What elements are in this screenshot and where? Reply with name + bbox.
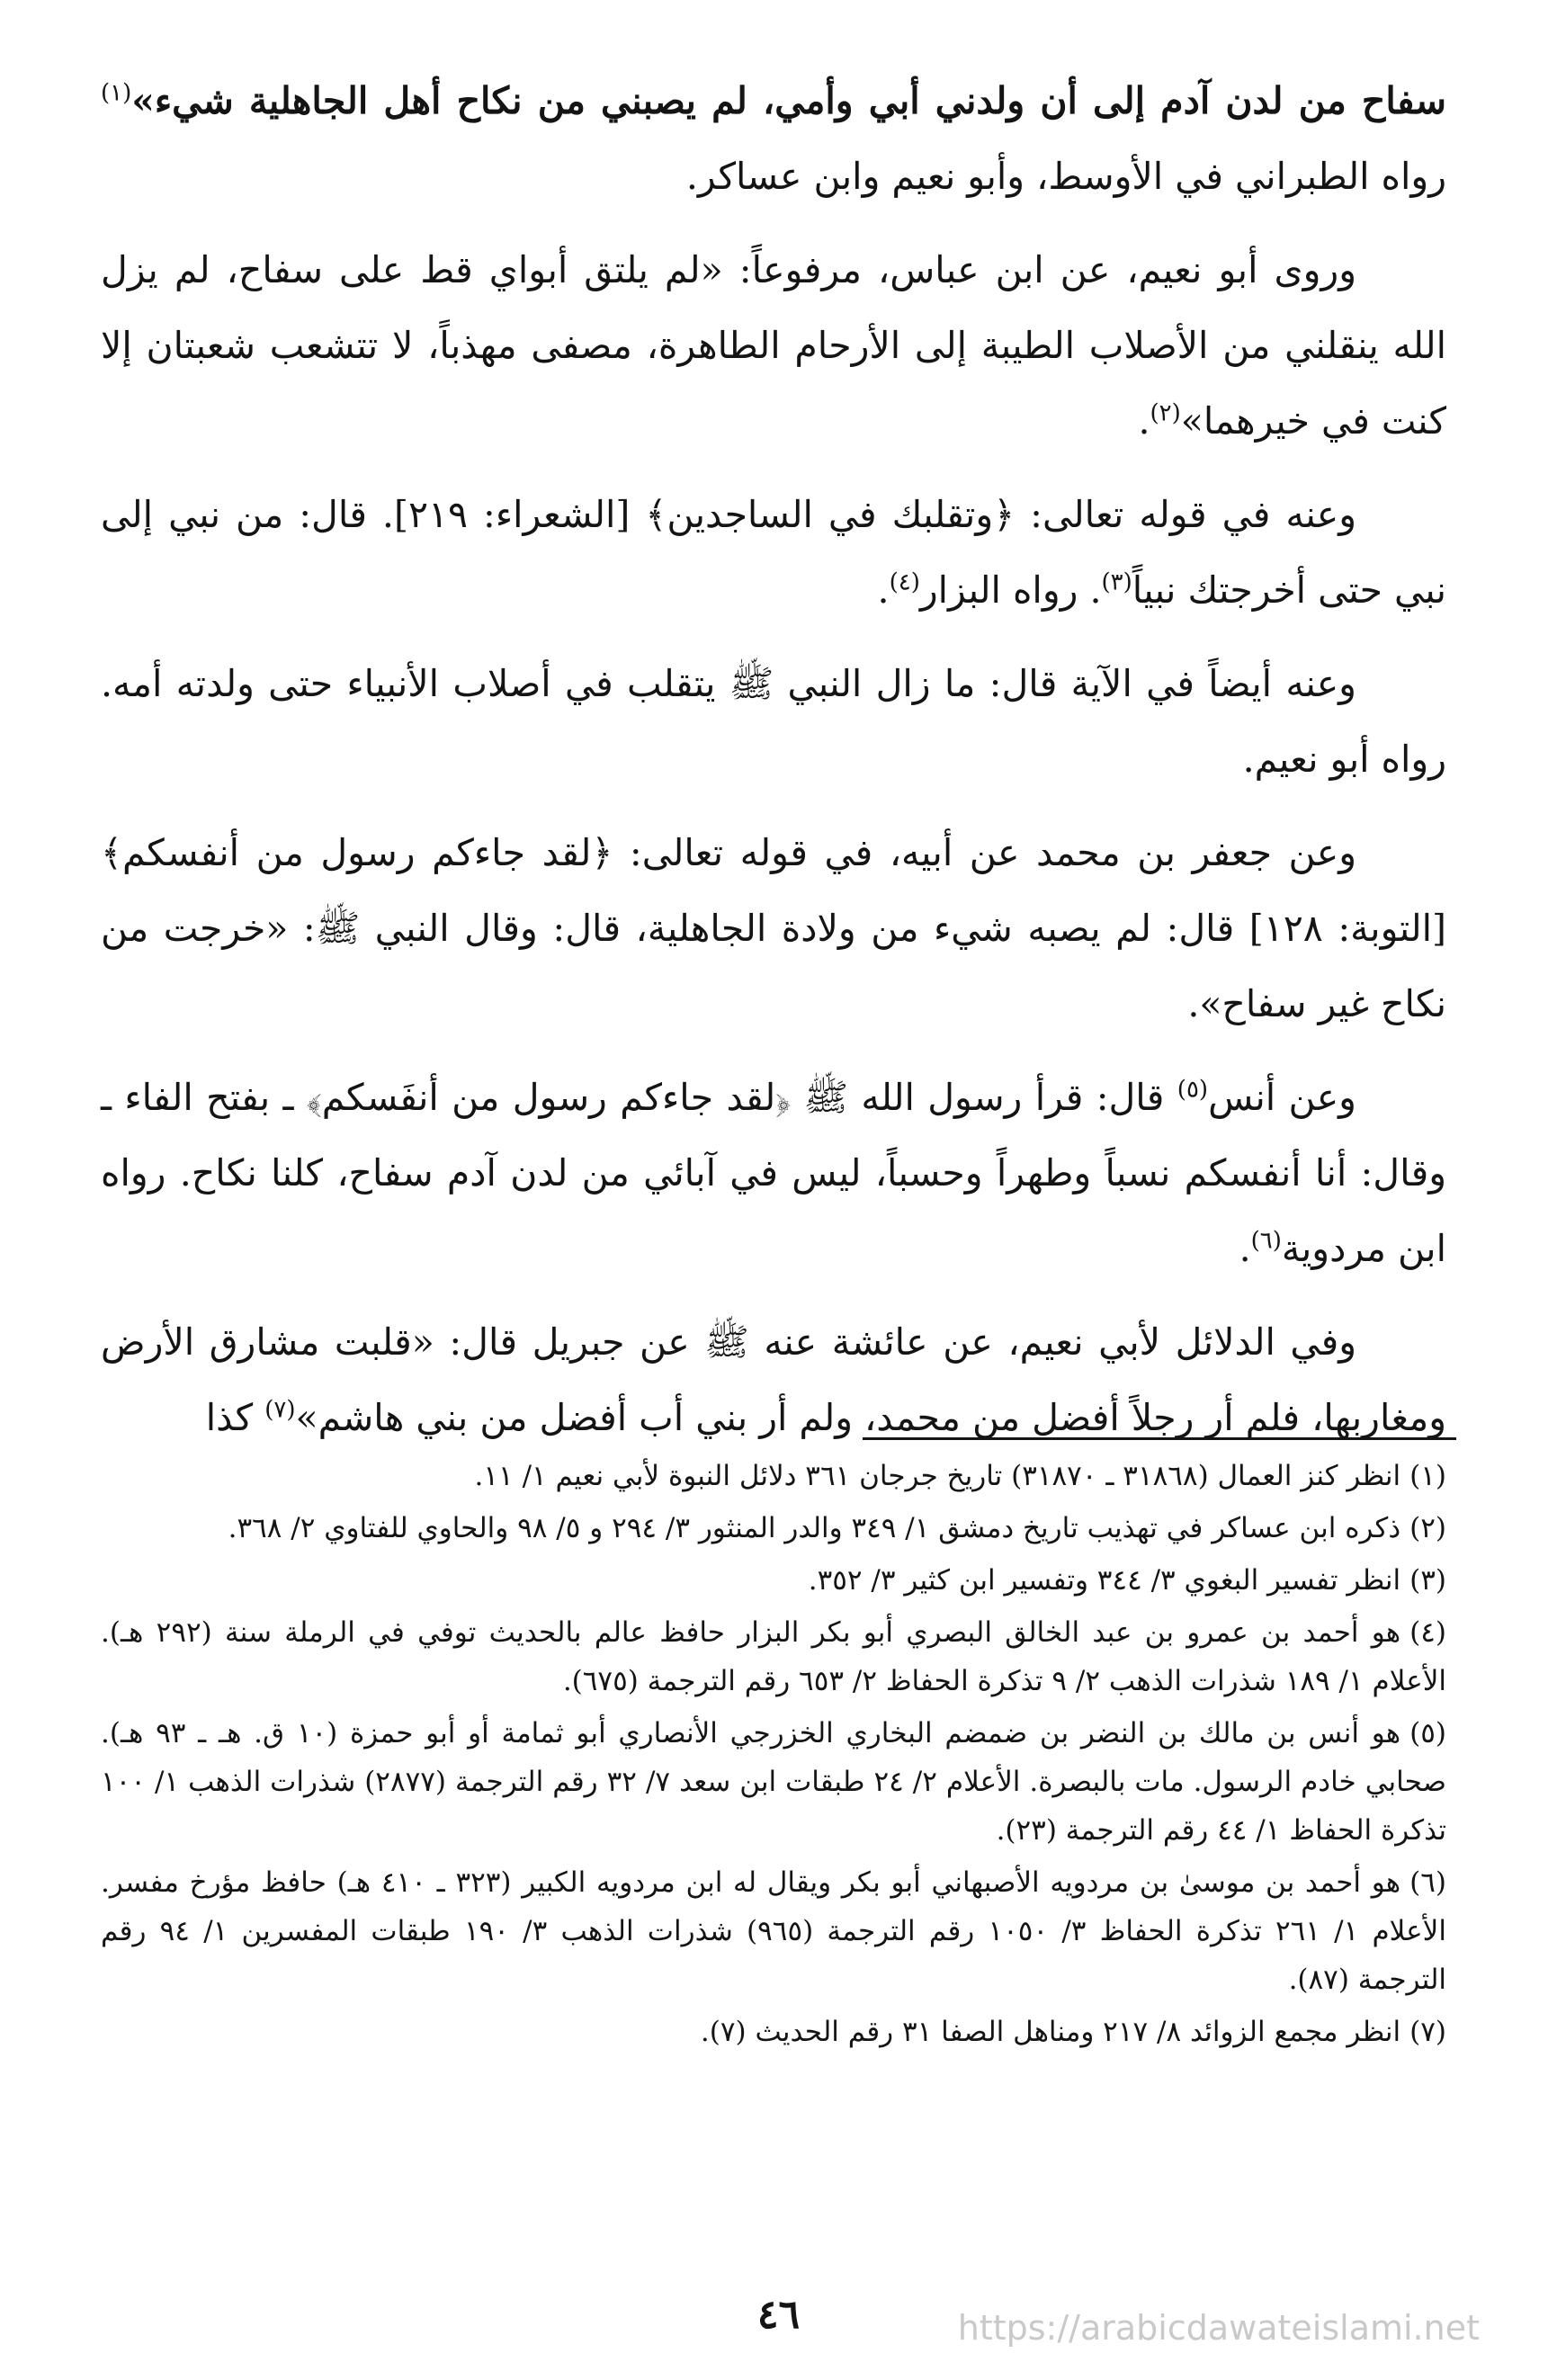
footnote-3: (٣)انظر تفسير البغوي ٣/ ٣٤٤ وتفسير ابن كثير ٣/ ٣٥٢. — [808, 1564, 1446, 1597]
footnote-ref-1: (١) — [101, 79, 132, 107]
watermark-url: https://arabicdawateislami.net — [957, 2308, 1480, 2348]
footnote-divider — [863, 1437, 1456, 1440]
page-number: ٤٦ — [756, 2292, 801, 2338]
footnote-ref-3: (٣) — [1101, 568, 1132, 596]
footnote-ref-2: (٢) — [1150, 399, 1181, 427]
footnote-ref-4: (٤) — [889, 568, 920, 596]
footnote-6: (٦)هو أحمد بن موسىٰ بن مردويه الأصبهاني أبو بكر ويقال له ابن مردويه الكبير (٣٢٣ ـ ٤١٠ هـ) حافظ مؤرخ مفسر. الأعلام ١/ ٢٦١ تذكرة الحفاظ ٣/ ١٠٥٠ رقم الترجمة (٩٦٥) شذرات الذهب ٣/ ١٩٠ طبقات المفسرين ١/ ٩٤ رقم الترجمة (٨٧). — [101, 1866, 1446, 1996]
footnote-ref-5: (٥) — [1177, 1076, 1209, 1104]
body-text — [101, 63, 1446, 1473]
paragraph-5: وعن جعفر بن محمد عن أبيه، في قوله تعالى: ﴿لقد جاءكم رسول من أنفسكم﴾ [التوبة: ١٢٨] قال: لم يصبه شيء من ولادة الجاهلية، قال: وقال النبي ﷺ: «خرجت من نكاح غير سفاح». — [101, 831, 1447, 1025]
paragraph-3: وعنه في قوله تعالى: ﴿وتقلبك في الساجدين﴾ [الشعراء: ٢١٩]. قال: من نبي إلى نبي حتى أخرجتك نبياً$^{(٣)}$. رواه البزار$^{(٤)}$. — [101, 493, 1446, 612]
footnote-4: (٤)هو أحمد بن عمرو بن عبد الخالق البصري أبو بكر البزار حافظ عالم بالحديث توفي في الرملة سنة (٢٩٢ هـ). الأعلام ١/ ١٨٩ شذرات الذهب ٢/ ٩ تذكرة الحفاظ ٢/ ٦٥٣ رقم الترجمة (٦٧٥). — [101, 1616, 1447, 1697]
paragraph-1: سفاح من لدن آدم إلى أن ولدني أبي وأمي، لم يصبني من نكاح أهل الجاهلية شيء»$^{(١)}$ رواه الطبراني في الأوسط، وأبو نعيم وابن عساكر. — [101, 79, 1446, 198]
footnote-ref-7: (٧) — [264, 1396, 296, 1424]
footnote-1: (١)انظر كنز العمال (٣١٨٦٨ ـ ٣١٨٧٠) تاريخ جرجان ٣٦١ دلائل النبوة لأبي نعيم ١/ ١١. — [474, 1460, 1446, 1492]
paragraph-7: وفي الدلائل لأبي نعيم، عن عائشة عنه ﷺ عن جبريل قال: «قلبت مشارق الأرض ومغاربها، فلم أر رجلاً أفضل من محمد، ولم أر بني أب أفضل من بني هاشم»$^{(٧)}$ كذا — [101, 1320, 1446, 1439]
footnote-2: (٢)ذكره ابن عساكر في تهذيب تاريخ دمشق ١/ ٣٤٩ والدر المنثور ٣/ ٢٩٤ و ٥/ ٩٨ والحاوي للفتاوي ٢/ ٣٦٨. — [228, 1512, 1446, 1544]
footnote-7: (٧)انظر مجمع الزوائد ٨/ ٢١٧ ومناهل الصفا ٣١ رقم الحديث (٧). — [700, 2016, 1446, 2048]
paragraph-4: وعنه أيضاً في الآية قال: ما زال النبي ﷺ يتقلب في أصلاب الأنبياء حتى ولدته أمه. رواه أبو نعيم. — [101, 662, 1446, 781]
footnote-5: (٥)هو أنس بن مالك بن النضر بن ضمضم البخاري الخزرجي الأنصاري أبو ثمامة أو أبو حمزة (١٠ ق. هـ ـ ٩٣ هـ). صحابي خادم الرسول. مات بالبصرة. الأعلام ٢/ ٢٤ طبقات ابن سعد ٧/ ٣٢ رقم الترجمة (٢٨٧٧) شذرات الذهب ١/ ١٠٠ تذكرة الحفاظ ١/ ٤٤ رقم الترجمة (٢٣). — [101, 1717, 1446, 1847]
footnote-ref-6: (٦) — [1250, 1227, 1282, 1255]
footnotes — [101, 1452, 1446, 2060]
paragraph-2: وروى أبو نعيم، عن ابن عباس، مرفوعاً: «لم يلتق أبواي قط على سفاح، لم يزل الله ينقلني من الأصلاب الطيبة إلى الأرحام الطاهرة، مصفى مهذباً، لا تتشعب شعبتان إلا كنت في خيرهما»$^{(٢)}$. — [101, 248, 1446, 443]
paragraph-6: وعن أنس$^{(٥)}$ قال: قرأ رسول الله ﷺ ﴿لقد جاءكم رسول من أنفَسكم﴾ ـ بفتح الفاء ـ وقال: أنا أنفسكم نسباً وطهراً وحسباً، ليس في آبائي من لدن آدم سفاح، كلنا نكاح. رواه ابن مردوية$^{(٦)}$. — [101, 1076, 1446, 1270]
